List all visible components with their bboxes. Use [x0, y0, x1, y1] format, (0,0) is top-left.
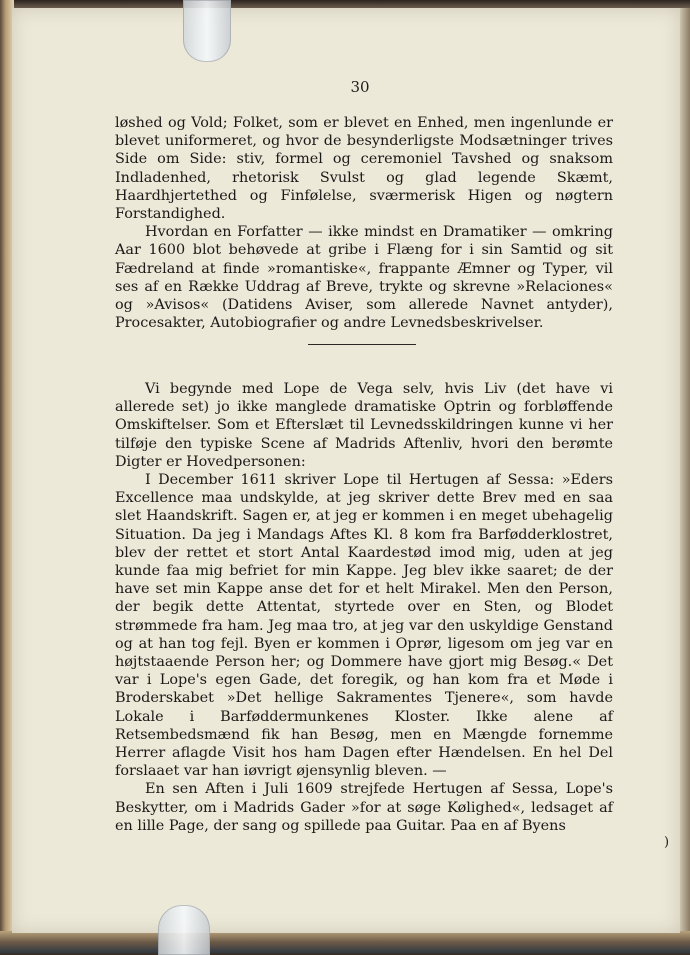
text-section-2 [115, 380, 613, 835]
book-edge-bottom [0, 931, 690, 953]
paragraph: I December 1611 skriver Lope til Hertugen af Sessa: »Eders Excellence maa undskylde, at jeg skriver dette Brev med en saa slet Haandskrift. Sagen er, at jeg er kommen i en meget ubehagelig Situation. Da jeg i Mandags Aftes Kl. 8 kom fra Barfødderklostret, blev der rettet et stort Antal Kaardestød imod mig, uden at jeg kunde faa mig befriet for min Kappe. Jeg blev ikke saaret; de der have set min Kappe anse det for et helt Mirakel. Men den Person, der begik dette Attentat, styrtede over en Sten, og Blodet strømmede fra ham. Jeg maa tro, at jeg var den uskyldige Genstand og at han tog fejl. Byen er kommen i Oprør, ligesom om jeg var en højtstaaende Person her; og Dommere have gjort mig Besøg.« Det var i Lope's egen Gade, det foregik, og han kom fra et Møde i Broderskabet »Det hellige Sakramentes Tjenere«, som havde Lokale i Barføddermunkenes Kloster. Ikke alene af Retsembedsmænd fik han Besøg, men en Mængde fornemme Herrer aflagde Visit hos ham Dagen efter Hændelsen. En hel Del forslaaet var han iøvrigt øjensynlig bleven. — [115, 472, 613, 780]
text-section-1 [115, 114, 613, 332]
paragraph: Vi begynde med Lope de Vega selv, hvis Liv (det have vi allerede set) jo ikke manglede dramatiske Optrin og forbløffende Omskiftelser. Som et Efterslæt til Levnedsskildringen kunne vi her tilføje den typiske Scene af Madrids Aftenliv, hvori den berømte Digter er Hovedpersonen: [115, 381, 613, 470]
section-separator [308, 344, 416, 345]
paragraph: Hvordan en Forfatter — ikke mindst en Dramatiker — omkring Aar 1600 blot behøvede at gribe i Flæng for i sin Samtid og sit Fædreland at finde »romantiske«, frappante Æmner og Typer, vil ses af en Række Uddrag af Breve, trykte og skrevne »Relaciones« og »Avisos« (Datidens Aviser, som allerede Navnet antyder), Procesakter, Autobiografier og andre Levnedsbeskrivelser. [115, 224, 613, 332]
scan-clip-bottom [158, 905, 210, 955]
page-number: 30 [350, 78, 370, 96]
paragraph: En sen Aften i Juli 1609 strejfede Hertugen af Sessa, Lope's Beskytter, om i Madrids Gader »for at søge Kølighed«, ledsaget af en lille Page, der sang og spillede paa Guitar. Paa en af Byens [115, 781, 613, 834]
margin-mark: ) [664, 835, 670, 850]
paragraph: løshed og Vold; Folket, som er blevet en Enhed, men ingenlunde er blevet uniformeret, og hvor de besynderligste Modsætninger trives Side om Side: stiv, formel og ceremoniel Tavshed og snaksom Indladenhed, rhetorisk Svulst og glad legende Skæmt, Haardhjertethed og Finfølelse, sværmerisk Higen og nøgtern Forstandighed. [115, 115, 613, 223]
scan-clip-top [183, 0, 231, 62]
